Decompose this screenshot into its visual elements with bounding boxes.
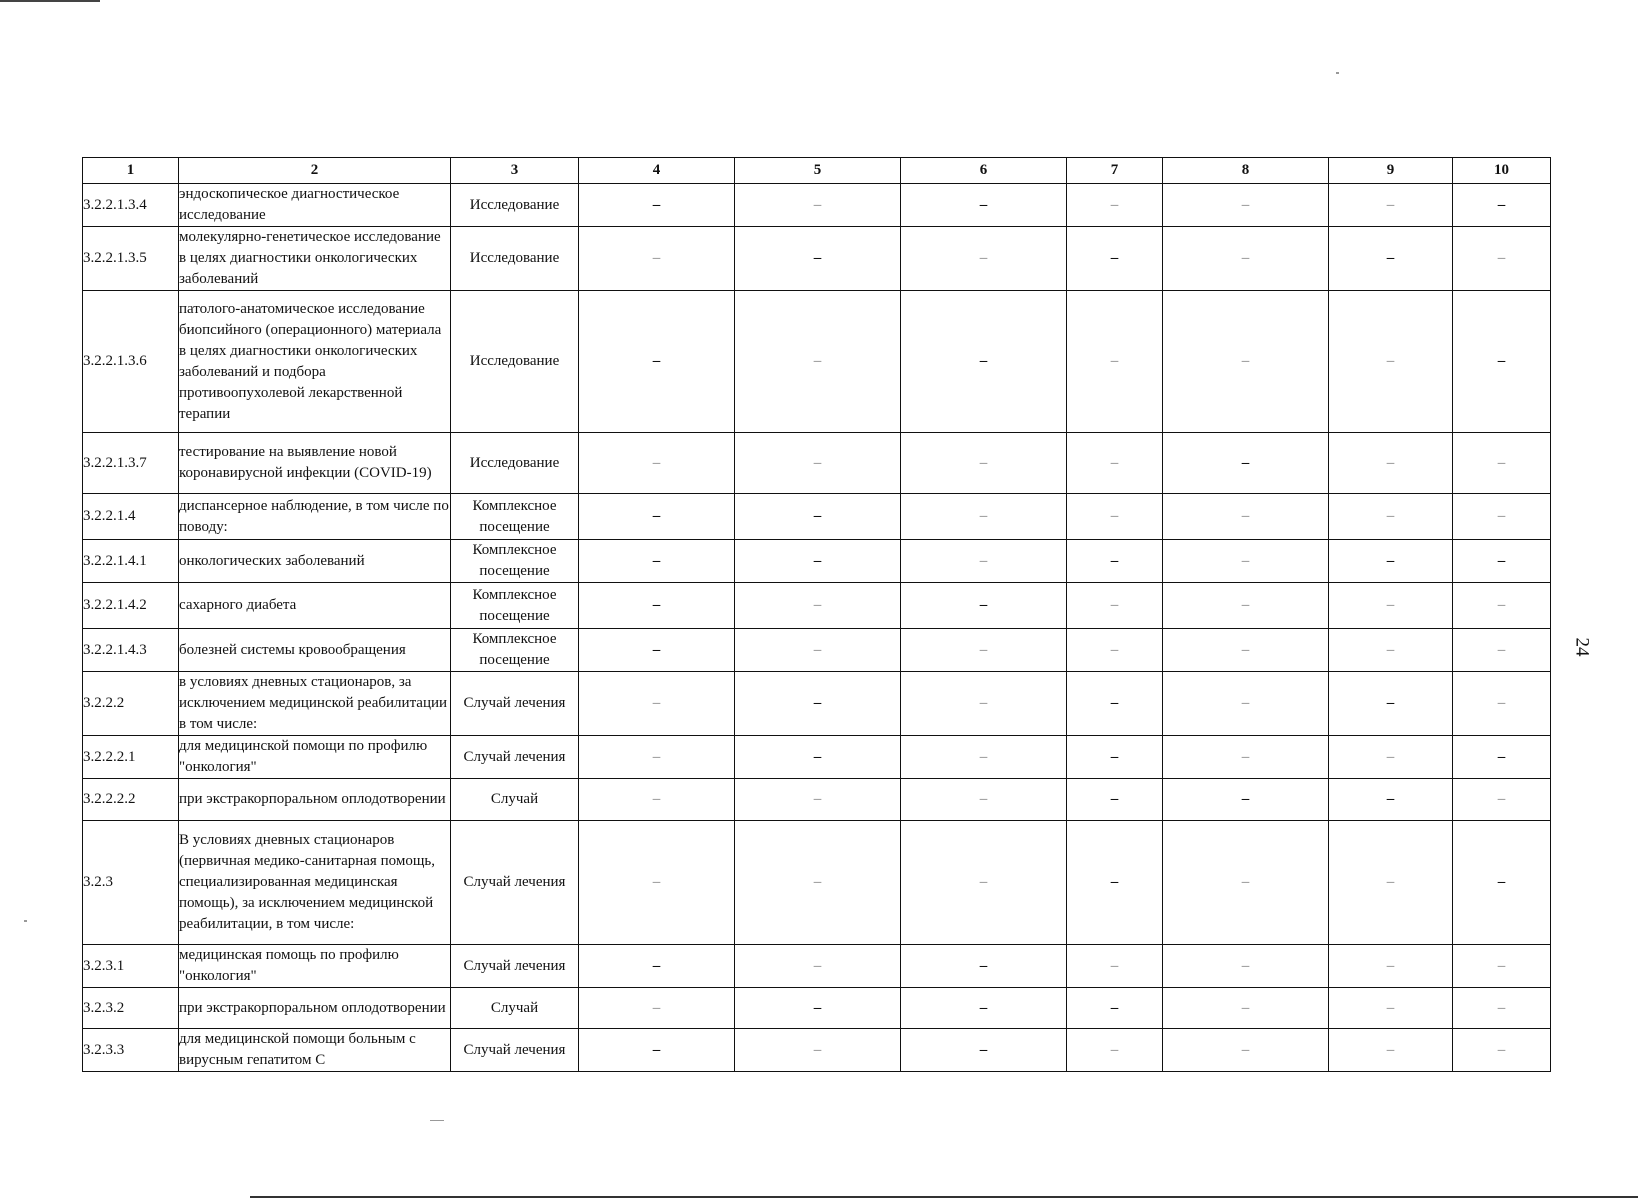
value-cell: –	[1163, 184, 1329, 227]
row-code: 3.2.2.1.3.4	[83, 184, 179, 227]
value-cell: –	[1067, 779, 1163, 821]
row-unit: Исследование	[451, 433, 579, 494]
value-cell: –	[1067, 433, 1163, 494]
value-cell: –	[1329, 629, 1453, 672]
value-cell: –	[901, 779, 1067, 821]
value-cell: –	[735, 583, 901, 629]
scan-speck	[24, 920, 27, 922]
value-cell: –	[901, 988, 1067, 1029]
row-code: 3.2.3.1	[83, 945, 179, 988]
value-cell: –	[579, 1029, 735, 1072]
row-unit: Случай лечения	[451, 945, 579, 988]
row-code: 3.2.2.2.1	[83, 736, 179, 779]
column-header-7: 7	[1067, 158, 1163, 184]
column-header-9: 9	[1329, 158, 1453, 184]
value-cell: –	[1329, 227, 1453, 291]
row-code: 3.2.2.1.4	[83, 494, 179, 540]
scan-line-bottom	[250, 1196, 1638, 1198]
value-cell: –	[1329, 291, 1453, 433]
row-unit: Исследование	[451, 227, 579, 291]
value-cell: –	[735, 540, 901, 583]
row-name: при экстракорпоральном оплодотворении	[179, 779, 451, 821]
value-cell: –	[1453, 821, 1551, 945]
value-cell: –	[579, 629, 735, 672]
value-cell: –	[1163, 540, 1329, 583]
table-row	[83, 988, 1551, 1029]
value-cell: –	[1453, 988, 1551, 1029]
row-unit: Случай лечения	[451, 672, 579, 736]
value-cell: –	[1067, 736, 1163, 779]
value-cell: –	[579, 672, 735, 736]
value-cell: –	[1067, 494, 1163, 540]
value-cell: –	[901, 583, 1067, 629]
value-cell: –	[1329, 736, 1453, 779]
value-cell: –	[1067, 821, 1163, 945]
value-cell: –	[735, 433, 901, 494]
value-cell: –	[1453, 433, 1551, 494]
scan-speck	[430, 1120, 444, 1121]
value-cell: –	[901, 1029, 1067, 1072]
value-cell: –	[735, 1029, 901, 1072]
value-cell: –	[735, 184, 901, 227]
value-cell: –	[901, 184, 1067, 227]
value-cell: –	[1067, 672, 1163, 736]
row-name: патолого-анатомическое исследование биопсийного (операционного) материала в целях диагностики онкологических заболеваний и подбора противоопухолевой лекарственной терапии	[179, 291, 451, 433]
row-code: 3.2.2.1.3.5	[83, 227, 179, 291]
value-cell: –	[735, 227, 901, 291]
value-cell: –	[901, 291, 1067, 433]
value-cell: –	[1329, 779, 1453, 821]
row-code: 3.2.2.1.4.2	[83, 583, 179, 629]
value-cell: –	[1163, 1029, 1329, 1072]
row-unit: Случай лечения	[451, 1029, 579, 1072]
value-cell: –	[901, 736, 1067, 779]
value-cell: –	[1329, 821, 1453, 945]
row-name: для медицинской помощи больным с вирусным гепатитом С	[179, 1029, 451, 1072]
value-cell: –	[579, 433, 735, 494]
table-row	[83, 184, 1551, 227]
value-cell: –	[1329, 494, 1453, 540]
value-cell: –	[1067, 540, 1163, 583]
value-cell: –	[1453, 672, 1551, 736]
value-cell: –	[1453, 629, 1551, 672]
table-row	[83, 629, 1551, 672]
data-table	[82, 157, 1551, 1072]
value-cell: –	[1067, 184, 1163, 227]
row-unit: Комплексное посещение	[451, 629, 579, 672]
value-cell: –	[1453, 736, 1551, 779]
value-cell: –	[579, 988, 735, 1029]
value-cell: –	[1163, 672, 1329, 736]
value-cell: –	[579, 494, 735, 540]
value-cell: –	[735, 291, 901, 433]
value-cell: –	[901, 821, 1067, 945]
value-cell: –	[1067, 629, 1163, 672]
value-cell: –	[901, 433, 1067, 494]
value-cell: –	[1329, 988, 1453, 1029]
value-cell: –	[1067, 583, 1163, 629]
scan-speck	[1336, 72, 1339, 74]
column-header-4: 4	[579, 158, 735, 184]
row-code: 3.2.2.2.2	[83, 779, 179, 821]
value-cell: –	[1163, 736, 1329, 779]
table-row	[83, 736, 1551, 779]
row-name: диспансерное наблюдение, в том числе по поводу:	[179, 494, 451, 540]
value-cell: –	[735, 945, 901, 988]
row-name: молекулярно-генетическое исследование в целях диагностики онкологических заболеваний	[179, 227, 451, 291]
scan-line-top	[0, 0, 100, 2]
row-unit: Комплексное посещение	[451, 540, 579, 583]
value-cell: –	[1067, 291, 1163, 433]
row-code: 3.2.3	[83, 821, 179, 945]
row-name: для медицинской помощи по профилю "онкология"	[179, 736, 451, 779]
value-cell: –	[901, 227, 1067, 291]
table-row	[83, 291, 1551, 433]
value-cell: –	[735, 494, 901, 540]
table-row	[83, 779, 1551, 821]
value-cell: –	[1329, 945, 1453, 988]
column-header-8: 8	[1163, 158, 1329, 184]
row-name: при экстракорпоральном оплодотворении	[179, 988, 451, 1029]
table-body	[83, 184, 1551, 1072]
value-cell: –	[901, 540, 1067, 583]
row-unit: Комплексное посещение	[451, 494, 579, 540]
value-cell: –	[1163, 629, 1329, 672]
value-cell: –	[735, 821, 901, 945]
row-name: тестирование на выявление новой коронавирусной инфекции (COVID-19)	[179, 433, 451, 494]
value-cell: –	[735, 629, 901, 672]
value-cell: –	[1163, 779, 1329, 821]
value-cell: –	[1163, 494, 1329, 540]
page-number: 24	[1571, 637, 1593, 657]
value-cell: –	[735, 736, 901, 779]
row-name: эндоскопическое диагностическое исследование	[179, 184, 451, 227]
row-code: 3.2.2.1.4.3	[83, 629, 179, 672]
value-cell: –	[579, 945, 735, 988]
value-cell: –	[579, 227, 735, 291]
value-cell: –	[901, 945, 1067, 988]
table-row	[83, 1029, 1551, 1072]
value-cell: –	[1453, 227, 1551, 291]
value-cell: –	[1163, 227, 1329, 291]
row-unit: Комплексное посещение	[451, 583, 579, 629]
value-cell: –	[1329, 433, 1453, 494]
row-unit: Исследование	[451, 291, 579, 433]
row-code: 3.2.3.3	[83, 1029, 179, 1072]
value-cell: –	[1329, 672, 1453, 736]
row-name: В условиях дневных стационаров (первичная медико-санитарная помощь, специализированная медицинская помощь), за исключением медицинской реабилитации, в том числе:	[179, 821, 451, 945]
value-cell: –	[735, 779, 901, 821]
column-header-1: 1	[83, 158, 179, 184]
table-row	[83, 945, 1551, 988]
value-cell: –	[901, 672, 1067, 736]
value-cell: –	[1453, 779, 1551, 821]
value-cell: –	[1453, 583, 1551, 629]
value-cell: –	[1067, 945, 1163, 988]
header-row	[83, 158, 1551, 184]
value-cell: –	[1453, 1029, 1551, 1072]
value-cell: –	[1453, 945, 1551, 988]
row-name: болезней системы кровообращения	[179, 629, 451, 672]
row-name: в условиях дневных стационаров, за исключением медицинской реабилитации в том числе:	[179, 672, 451, 736]
row-code: 3.2.2.1.3.7	[83, 433, 179, 494]
row-code: 3.2.2.1.4.1	[83, 540, 179, 583]
table-row	[83, 494, 1551, 540]
value-cell: –	[579, 821, 735, 945]
value-cell: –	[1163, 291, 1329, 433]
row-unit: Случай лечения	[451, 821, 579, 945]
value-cell: –	[579, 736, 735, 779]
value-cell: –	[1163, 821, 1329, 945]
value-cell: –	[1163, 945, 1329, 988]
value-cell: –	[735, 672, 901, 736]
table-row	[83, 433, 1551, 494]
row-unit: Случай лечения	[451, 736, 579, 779]
value-cell: –	[1329, 583, 1453, 629]
value-cell: –	[1067, 227, 1163, 291]
value-cell: –	[1163, 988, 1329, 1029]
table-row	[83, 540, 1551, 583]
table-row	[83, 227, 1551, 291]
value-cell: –	[579, 291, 735, 433]
value-cell: –	[1453, 184, 1551, 227]
value-cell: –	[1067, 1029, 1163, 1072]
table-row	[83, 583, 1551, 629]
row-name: медицинская помощь по профилю "онкология"	[179, 945, 451, 988]
row-code: 3.2.3.2	[83, 988, 179, 1029]
column-header-6: 6	[901, 158, 1067, 184]
column-header-10: 10	[1453, 158, 1551, 184]
value-cell: –	[1067, 988, 1163, 1029]
value-cell: –	[579, 583, 735, 629]
row-code: 3.2.2.2	[83, 672, 179, 736]
row-name: сахарного диабета	[179, 583, 451, 629]
value-cell: –	[1163, 583, 1329, 629]
column-header-2: 2	[179, 158, 451, 184]
column-header-3: 3	[451, 158, 579, 184]
row-unit: Исследование	[451, 184, 579, 227]
table-row	[83, 672, 1551, 736]
value-cell: –	[1453, 494, 1551, 540]
column-header-5: 5	[735, 158, 901, 184]
value-cell: –	[1329, 540, 1453, 583]
value-cell: –	[579, 540, 735, 583]
value-cell: –	[1453, 540, 1551, 583]
value-cell: –	[1329, 1029, 1453, 1072]
row-code: 3.2.2.1.3.6	[83, 291, 179, 433]
value-cell: –	[579, 779, 735, 821]
table-row	[83, 821, 1551, 945]
row-unit: Случай	[451, 988, 579, 1029]
row-unit: Случай	[451, 779, 579, 821]
value-cell: –	[735, 988, 901, 1029]
value-cell: –	[901, 494, 1067, 540]
value-cell: –	[901, 629, 1067, 672]
value-cell: –	[1453, 291, 1551, 433]
value-cell: –	[1163, 433, 1329, 494]
value-cell: –	[1329, 184, 1453, 227]
value-cell: –	[579, 184, 735, 227]
row-name: онкологических заболеваний	[179, 540, 451, 583]
